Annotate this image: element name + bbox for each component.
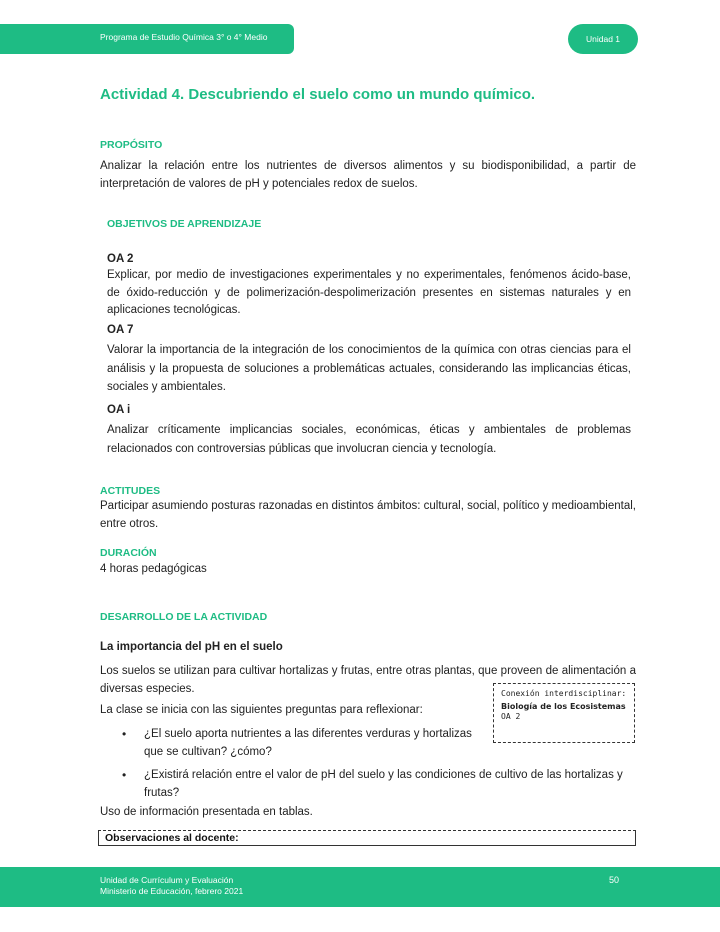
desarrollo-heading: DESARROLLO DE LA ACTIVIDAD — [100, 611, 268, 623]
list-item — [118, 726, 494, 761]
conexion-label: Conexión interdisciplinar: — [501, 689, 627, 698]
bullet-icon: • — [122, 768, 127, 782]
bullet-icon: • — [122, 727, 127, 741]
desarrollo-prompt: La clase se inicia con las siguientes preguntas para reflexionar: — [100, 704, 423, 716]
page-number: 50 — [609, 875, 620, 885]
oa-i-text: Analizar críticamente implicancias sociales, económicas, éticas y ambientales de problemas relacionados con controversias públicas que involucran ciencia y tecnología. — [107, 424, 631, 455]
objetivos-heading: OBJETIVOS DE APRENDIZAJE — [107, 218, 262, 230]
footer-line-1: Unidad de Currículum y Evaluación — [100, 875, 234, 885]
ph-subheading: La importancia del pH en el suelo — [100, 641, 283, 653]
conexion-box — [493, 683, 635, 743]
footer-line-2: Ministerio de Educación, febrero 2021 — [100, 886, 244, 896]
actitudes-heading: ACTITUDES — [100, 485, 161, 497]
list-item — [118, 767, 638, 802]
program-title: Programa de Estudio Química 3° o 4° Medio — [100, 32, 268, 42]
oa-i-label: OA i — [107, 404, 131, 416]
oa-7-label: OA 7 — [107, 324, 134, 336]
actitudes-text: Participar asumiendo posturas razonadas en distintos ámbitos: cultural, social, político y medioambiental, entre otros. — [100, 500, 636, 530]
oa-2-text: Explicar, por medio de investigaciones experimentales y no experimentales, fenómenos ácido-base, de óxido-reducción y de polimerización-despolimerización presentes en sistemas naturales y en aplicaciones tecnológicas. — [107, 269, 631, 316]
uso-text: Uso de información presentada en tablas. — [100, 806, 313, 818]
observaciones-box — [98, 830, 636, 846]
duracion-text: 4 horas pedagógicas — [100, 563, 207, 575]
question-text: ¿El suelo aporta nutrientes a las diferentes verduras y hortalizas que se cultivan? ¿cómo? — [144, 728, 472, 758]
activity-title: Actividad 4. Descubriendo el suelo como un mundo químico. — [100, 86, 536, 103]
duracion-heading: DURACIÓN — [100, 547, 157, 559]
observaciones-label: Observaciones al docente: — [105, 832, 239, 844]
desarrollo-intro: Los suelos se utilizan para cultivar hortalizas y frutas, entre otras plantas, que proveen de alimentación a diversas especies. — [100, 665, 636, 695]
question-text: ¿Existirá relación entre el valor de pH del suelo y las condiciones de cultivo de las hortalizas y frutas? — [144, 769, 623, 799]
proposito-text: Analizar la relación entre los nutrientes de diversos alimentos y su biodisponibilidad, a partir de interpretación de valores de pH y potenciales redox de suelos. — [100, 160, 636, 190]
proposito-heading: PROPÓSITO — [100, 139, 163, 151]
oa-7-text: Valorar la importancia de la integración de los conocimientos de la química con otras ciencias para el análisis y la propuesta de soluciones a problemáticas actuales, considerando las implicancias éticas, sociales y ambientales. — [107, 344, 631, 393]
conexion-oa: OA 2 — [501, 712, 521, 721]
footer-credits — [100, 875, 243, 897]
conexion-detail — [501, 702, 627, 722]
oa-2-label: OA 2 — [107, 253, 134, 265]
unit-badge: Unidad 1 — [568, 24, 638, 54]
conexion-subject: Biología de los Ecosistemas — [501, 702, 626, 711]
